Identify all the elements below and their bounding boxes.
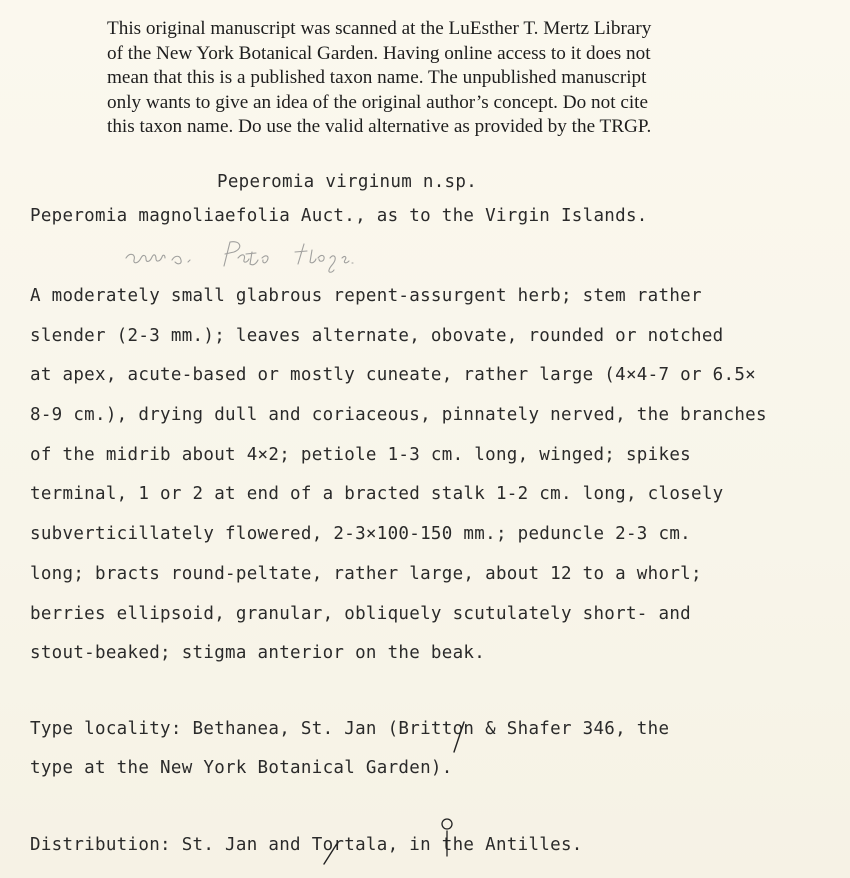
disclaimer-line: This original manuscript was scanned at the LuEsther T. Mertz Library	[107, 18, 652, 39]
handwritten-annotation	[120, 236, 420, 276]
library-disclaimer	[107, 17, 807, 140]
distribution-line: Distribution: St. Jan and Tortala, in the Antilles.	[30, 835, 583, 855]
description-line: slender (2-3 mm.); leaves alternate, obovate, rounded or notched	[30, 325, 724, 346]
disclaimer-line: this taxon name. Do use the valid alternative as provided by the TRGP.	[107, 116, 652, 137]
type-locality-continuation: type at the New York Botanical Garden).	[30, 758, 453, 778]
description-line: long; bracts round-peltate, rather large, about 12 to a whorl;	[30, 563, 702, 584]
synonym-line: Peperomia magnoliaefolia Auct., as to the Virgin Islands.	[30, 206, 648, 226]
disclaimer-line: of the New York Botanical Garden. Having online access to it does not	[107, 42, 651, 64]
disclaimer-line: mean that this is a published taxon name. The unpublished manuscript	[107, 67, 647, 88]
species-title: Peperomia virginum n.sp.	[217, 172, 478, 192]
description-line: terminal, 1 or 2 at end of a bracted stalk 1-2 cm. long, closely	[30, 484, 724, 505]
description-line: A moderately small glabrous repent-assurgent herb; stem rather	[30, 286, 702, 306]
handwritten-slash-mark	[316, 836, 342, 872]
description-line: of the midrib about 4×2; petiole 1-3 cm. long, winged; spikes	[30, 444, 691, 465]
description-line: stout-beaked; stigma anterior on the beak.	[30, 643, 486, 664]
handwritten-slash-mark	[448, 718, 470, 756]
description-line: berries ellipsoid, granular, obliquely scutulately short- and	[30, 603, 691, 624]
description-line: subverticillately flowered, 2-3×100-150 mm.; peduncle 2-3 cm.	[30, 524, 691, 545]
handwritten-o-correction	[436, 816, 458, 858]
species-description	[30, 284, 767, 681]
type-locality-line: Type locality: Bethanea, St. Jan (Britton & Shafer 346, the	[30, 719, 670, 739]
disclaimer-line: only wants to give an idea of the original author’s concept. Do not cite	[107, 91, 649, 113]
description-line: 8-9 cm.), drying dull and coriaceous, pinnately nerved, the branches	[30, 405, 767, 426]
description-line: at apex, acute-based or mostly cuneate, rather large (4×4-7 or 6.5×	[30, 365, 757, 386]
